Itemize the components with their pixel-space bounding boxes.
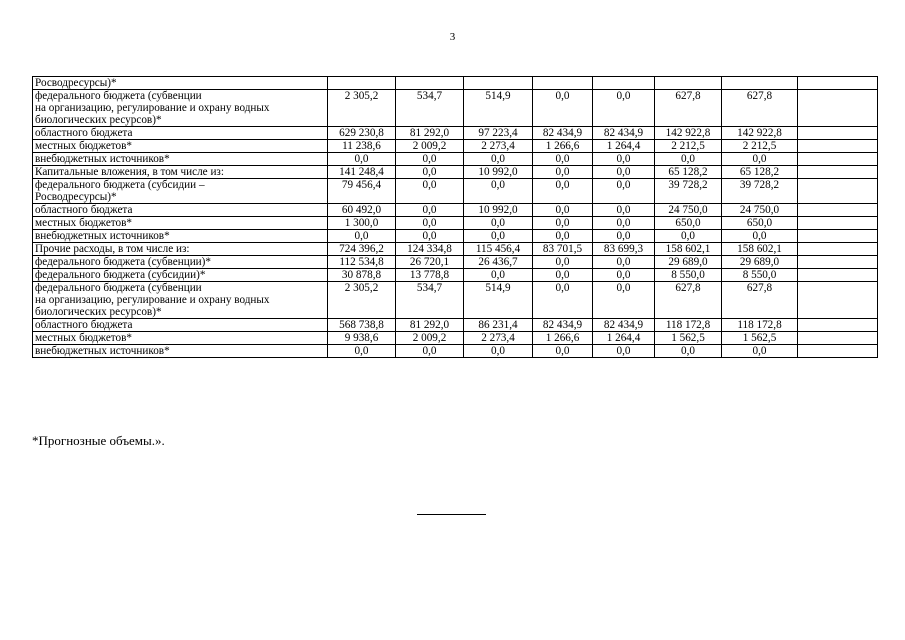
value-cell: 1 562,5 <box>722 332 798 345</box>
value-cell: 0,0 <box>655 345 722 358</box>
value-cell: 124 334,8 <box>396 243 464 256</box>
row-label-line: федерального бюджета (субвенции <box>35 282 202 294</box>
row-label <box>33 243 328 256</box>
value-cell: 0,0 <box>593 90 655 127</box>
value-cell: 0,0 <box>396 345 464 358</box>
value-cell <box>328 77 396 90</box>
value-cell: 0,0 <box>328 153 396 166</box>
value-cell: 2 305,2 <box>328 90 396 127</box>
value-cell: 650,0 <box>722 217 798 230</box>
value-cell: 142 922,8 <box>722 127 798 140</box>
value-cell: 0,0 <box>328 230 396 243</box>
value-cell: 158 602,1 <box>655 243 722 256</box>
value-cell: 82 434,9 <box>593 127 655 140</box>
table-row <box>33 345 878 358</box>
row-label <box>33 204 328 217</box>
value-cell: 82 434,9 <box>533 319 593 332</box>
value-cell: 514,9 <box>464 282 533 319</box>
row-label <box>33 332 328 345</box>
value-cell: 79 456,4 <box>328 179 396 204</box>
row-label <box>33 90 328 127</box>
value-cell: 10 992,0 <box>464 166 533 179</box>
table-row <box>33 153 878 166</box>
row-label-line: федерального бюджета (субвенции)* <box>35 256 211 268</box>
table-row <box>33 243 878 256</box>
value-cell: 2 273,4 <box>464 332 533 345</box>
value-cell: 0,0 <box>655 153 722 166</box>
table-row <box>33 90 878 127</box>
value-cell: 0,0 <box>533 204 593 217</box>
value-cell: 97 223,4 <box>464 127 533 140</box>
value-cell <box>798 166 878 179</box>
value-cell <box>798 282 878 319</box>
value-cell <box>798 345 878 358</box>
value-cell: 627,8 <box>655 90 722 127</box>
value-cell: 0,0 <box>464 269 533 282</box>
value-cell: 0,0 <box>593 204 655 217</box>
value-cell: 112 534,8 <box>328 256 396 269</box>
value-cell <box>464 77 533 90</box>
value-cell: 83 701,5 <box>533 243 593 256</box>
value-cell: 0,0 <box>722 230 798 243</box>
value-cell: 0,0 <box>464 179 533 204</box>
row-label-line: областного бюджета <box>35 319 133 331</box>
table-row <box>33 204 878 217</box>
value-cell: 627,8 <box>722 90 798 127</box>
row-label-line: Росводресурсы)* <box>35 191 117 203</box>
row-label <box>33 166 328 179</box>
table-row <box>33 166 878 179</box>
row-label-line: внебюджетных источников* <box>35 153 170 165</box>
value-cell: 0,0 <box>593 345 655 358</box>
value-cell: 81 292,0 <box>396 127 464 140</box>
value-cell: 0,0 <box>533 179 593 204</box>
value-cell: 0,0 <box>533 217 593 230</box>
value-cell: 158 602,1 <box>722 243 798 256</box>
value-cell: 0,0 <box>593 230 655 243</box>
value-cell: 29 689,0 <box>655 256 722 269</box>
row-label-line: на организацию, регулирование и охрану водных <box>35 294 270 306</box>
value-cell: 0,0 <box>533 166 593 179</box>
table-row <box>33 230 878 243</box>
value-cell: 1 562,5 <box>655 332 722 345</box>
value-cell <box>533 77 593 90</box>
value-cell: 0,0 <box>533 256 593 269</box>
value-cell: 534,7 <box>396 90 464 127</box>
row-label-line: Прочие расходы, в том числе из: <box>35 243 190 255</box>
value-cell: 0,0 <box>593 217 655 230</box>
value-cell: 0,0 <box>396 179 464 204</box>
value-cell: 81 292,0 <box>396 319 464 332</box>
value-cell <box>396 77 464 90</box>
value-cell: 0,0 <box>655 230 722 243</box>
value-cell <box>798 230 878 243</box>
value-cell: 0,0 <box>593 282 655 319</box>
value-cell: 0,0 <box>533 282 593 319</box>
value-cell <box>798 332 878 345</box>
row-label-line: биологических ресурсов)* <box>35 306 162 318</box>
value-cell: 8 550,0 <box>655 269 722 282</box>
value-cell: 0,0 <box>533 90 593 127</box>
value-cell: 60 492,0 <box>328 204 396 217</box>
value-cell: 0,0 <box>533 269 593 282</box>
row-label <box>33 217 328 230</box>
value-cell: 9 938,6 <box>328 332 396 345</box>
row-label-line: Капитальные вложения, в том числе из: <box>35 166 224 178</box>
value-cell: 39 728,2 <box>655 179 722 204</box>
table-row <box>33 179 878 204</box>
value-cell <box>798 90 878 127</box>
value-cell: 534,7 <box>396 282 464 319</box>
row-label-line: федерального бюджета (субвенции <box>35 90 202 102</box>
value-cell: 0,0 <box>328 345 396 358</box>
value-cell <box>798 243 878 256</box>
value-cell: 0,0 <box>464 153 533 166</box>
table-row <box>33 256 878 269</box>
table-row <box>33 282 878 319</box>
table-row <box>33 77 878 90</box>
value-cell: 2 009,2 <box>396 332 464 345</box>
value-cell: 2 009,2 <box>396 140 464 153</box>
row-label <box>33 179 328 204</box>
value-cell: 1 264,4 <box>593 332 655 345</box>
value-cell: 118 172,8 <box>722 319 798 332</box>
value-cell: 0,0 <box>593 153 655 166</box>
value-cell <box>798 179 878 204</box>
value-cell: 118 172,8 <box>655 319 722 332</box>
row-label <box>33 282 328 319</box>
value-cell: 724 396,2 <box>328 243 396 256</box>
value-cell: 0,0 <box>533 230 593 243</box>
value-cell: 142 922,8 <box>655 127 722 140</box>
table-row <box>33 127 878 140</box>
row-label-line: местных бюджетов* <box>35 217 133 229</box>
value-cell: 629 230,8 <box>328 127 396 140</box>
value-cell: 0,0 <box>396 166 464 179</box>
value-cell: 1 266,6 <box>533 140 593 153</box>
row-label <box>33 269 328 282</box>
value-cell: 13 778,8 <box>396 269 464 282</box>
value-cell: 39 728,2 <box>722 179 798 204</box>
value-cell <box>798 140 878 153</box>
row-label-line: областного бюджета <box>35 127 133 139</box>
value-cell <box>798 269 878 282</box>
table-row <box>33 332 878 345</box>
row-label <box>33 77 328 90</box>
value-cell <box>798 127 878 140</box>
value-cell: 0,0 <box>396 217 464 230</box>
value-cell: 65 128,2 <box>655 166 722 179</box>
value-cell <box>798 256 878 269</box>
value-cell: 0,0 <box>593 179 655 204</box>
page-number: 3 <box>449 31 456 43</box>
value-cell: 0,0 <box>464 217 533 230</box>
row-label-line: на организацию, регулирование и охрану водных <box>35 102 270 114</box>
row-label-line: федерального бюджета (субсидии – <box>35 179 205 191</box>
row-label <box>33 127 328 140</box>
value-cell: 1 300,0 <box>328 217 396 230</box>
row-label-line: федерального бюджета (субсидии)* <box>35 269 206 281</box>
row-label-line: местных бюджетов* <box>35 332 133 344</box>
value-cell: 514,9 <box>464 90 533 127</box>
value-cell: 0,0 <box>593 269 655 282</box>
table-row <box>33 269 878 282</box>
value-cell: 0,0 <box>396 204 464 217</box>
row-label <box>33 319 328 332</box>
row-label-line: Росводресурсы)* <box>35 77 117 89</box>
value-cell <box>798 153 878 166</box>
value-cell: 0,0 <box>722 153 798 166</box>
value-cell: 2 212,5 <box>655 140 722 153</box>
value-cell: 29 689,0 <box>722 256 798 269</box>
value-cell <box>798 319 878 332</box>
row-label <box>33 230 328 243</box>
value-cell: 86 231,4 <box>464 319 533 332</box>
value-cell: 10 992,0 <box>464 204 533 217</box>
table-row <box>33 217 878 230</box>
row-label-line: внебюджетных источников* <box>35 345 170 357</box>
value-cell: 2 273,4 <box>464 140 533 153</box>
value-cell: 627,8 <box>722 282 798 319</box>
value-cell <box>798 77 878 90</box>
value-cell: 627,8 <box>655 282 722 319</box>
budget-table <box>32 76 878 358</box>
value-cell <box>798 217 878 230</box>
value-cell: 0,0 <box>593 166 655 179</box>
footnote: *Прогнозные объемы.». <box>32 433 165 448</box>
value-cell: 11 238,6 <box>328 140 396 153</box>
row-label <box>33 140 328 153</box>
value-cell: 24 750,0 <box>722 204 798 217</box>
row-label <box>33 153 328 166</box>
row-label-line: биологических ресурсов)* <box>35 114 162 126</box>
row-label <box>33 345 328 358</box>
value-cell <box>798 204 878 217</box>
row-label-line: внебюджетных источников* <box>35 230 170 242</box>
value-cell: 83 699,3 <box>593 243 655 256</box>
table-row <box>33 140 878 153</box>
value-cell: 82 434,9 <box>533 127 593 140</box>
table-body <box>33 77 878 358</box>
table-row <box>33 319 878 332</box>
value-cell: 141 248,4 <box>328 166 396 179</box>
value-cell: 0,0 <box>396 153 464 166</box>
value-cell: 115 456,4 <box>464 243 533 256</box>
value-cell: 26 436,7 <box>464 256 533 269</box>
value-cell: 0,0 <box>533 153 593 166</box>
value-cell: 2 212,5 <box>722 140 798 153</box>
value-cell: 82 434,9 <box>593 319 655 332</box>
value-cell: 650,0 <box>655 217 722 230</box>
row-label-line: местных бюджетов* <box>35 140 133 152</box>
value-cell: 2 305,2 <box>328 282 396 319</box>
value-cell: 1 266,6 <box>533 332 593 345</box>
value-cell <box>655 77 722 90</box>
value-cell: 26 720,1 <box>396 256 464 269</box>
value-cell: 8 550,0 <box>722 269 798 282</box>
value-cell <box>722 77 798 90</box>
value-cell: 0,0 <box>722 345 798 358</box>
value-cell: 0,0 <box>464 230 533 243</box>
value-cell: 568 738,8 <box>328 319 396 332</box>
row-label <box>33 256 328 269</box>
value-cell: 0,0 <box>464 345 533 358</box>
value-cell: 1 264,4 <box>593 140 655 153</box>
end-divider <box>417 514 486 515</box>
value-cell: 30 878,8 <box>328 269 396 282</box>
value-cell <box>593 77 655 90</box>
row-label-line: областного бюджета <box>35 204 133 216</box>
value-cell: 24 750,0 <box>655 204 722 217</box>
value-cell: 65 128,2 <box>722 166 798 179</box>
value-cell: 0,0 <box>533 345 593 358</box>
value-cell: 0,0 <box>396 230 464 243</box>
value-cell: 0,0 <box>593 256 655 269</box>
